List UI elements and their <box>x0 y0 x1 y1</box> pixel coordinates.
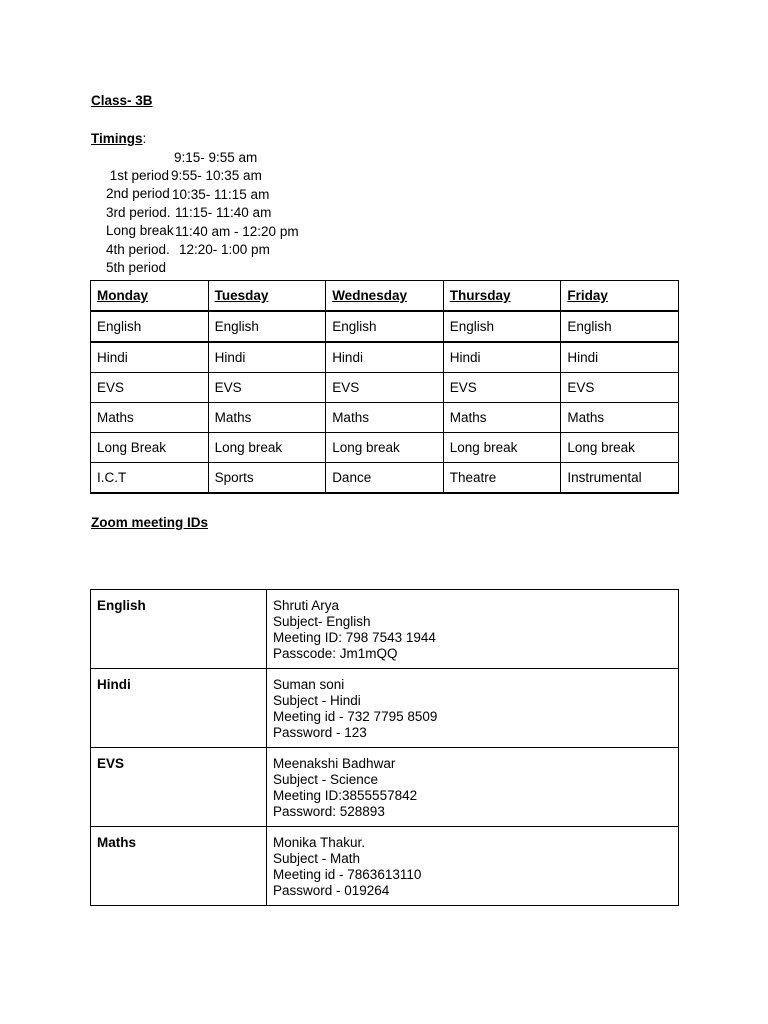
timing-time: 10:35- 11:15 am <box>172 187 270 202</box>
zoom-subject-cell: EVS <box>91 748 267 827</box>
timetable-cell: English <box>91 311 209 342</box>
timetable-cell: EVS <box>443 373 561 403</box>
zoom-info-cell <box>267 748 679 827</box>
timing-time: 9:15- 9:55 am <box>174 150 258 165</box>
zoom-meetings-table <box>90 589 679 906</box>
table-row <box>91 373 679 403</box>
timing-period: 3rd period. <box>106 205 171 220</box>
timetable-cell: Maths <box>91 403 209 433</box>
teacher-name: Meenakshi Badhwar <box>273 756 396 771</box>
timetable-header-cell: Friday <box>561 281 679 312</box>
timetable-cell: Maths <box>561 403 679 433</box>
passcode[interactable]: Passcode: Jm1mQQ <box>273 646 398 661</box>
meeting-id[interactable]: Meeting id - 7863613110 <box>273 867 422 882</box>
table-row <box>91 590 679 669</box>
class-title: Class- 3B <box>91 93 153 108</box>
timetable-header-cell: Monday <box>91 281 209 312</box>
timetable-cell: Long break <box>326 433 444 463</box>
teacher-name: Shruti Arya <box>273 598 340 613</box>
table-row <box>91 748 679 827</box>
zoom-subject-cell: English <box>91 590 267 669</box>
timetable-header-cell: Thursday <box>443 281 561 312</box>
timetable-cell: I.C.T <box>91 463 209 494</box>
timetable-cell: Long break <box>561 433 679 463</box>
timings-heading-label: Timings <box>91 131 143 146</box>
timetable-cell: Dance <box>326 463 444 494</box>
timetable-cell: Maths <box>208 403 326 433</box>
timetable-cell: Instrumental <box>561 463 679 494</box>
timing-time: 12:20- 1:00 pm <box>179 242 270 257</box>
meeting-id[interactable]: Meeting id - 732 7795 8509 <box>273 709 438 724</box>
timing-period: Long break <box>106 223 174 238</box>
passcode[interactable]: Password: 528893 <box>273 804 385 819</box>
timetable-cell: Long break <box>208 433 326 463</box>
timetable-cell: Sports <box>208 463 326 494</box>
zoom-heading: Zoom meeting IDs <box>91 515 209 530</box>
passcode[interactable]: Password - 019264 <box>273 883 390 898</box>
table-row <box>91 827 679 906</box>
timing-time: 11:15- 11:40 am <box>175 205 272 220</box>
timing-period: 5th period <box>106 260 167 275</box>
subject-line: Subject - Hindi <box>273 693 361 708</box>
table-row <box>91 342 679 373</box>
meeting-id[interactable]: Meeting ID: 798 7543 1944 <box>273 630 436 645</box>
timetable-cell: EVS <box>326 373 444 403</box>
timetable-cell: Theatre <box>443 463 561 494</box>
timing-period: 1st period <box>106 168 170 183</box>
table-row <box>91 463 679 494</box>
timetable-cell: EVS <box>91 373 209 403</box>
table-row <box>91 403 679 433</box>
subject-line: Subject - Science <box>273 772 379 787</box>
zoom-info-cell <box>267 827 679 906</box>
timetable-cell: English <box>443 311 561 342</box>
timetable-cell: EVS <box>208 373 326 403</box>
timings-heading-colon: : <box>142 131 147 146</box>
timing-row <box>91 241 270 275</box>
passcode[interactable]: Password - 123 <box>273 725 367 740</box>
table-row <box>91 669 679 748</box>
timing-period: 2nd period <box>106 186 170 201</box>
subject-line: Subject - Math <box>273 851 361 866</box>
timetable-cell: Maths <box>326 403 444 433</box>
zoom-info-cell <box>267 669 679 748</box>
timetable-cell: English <box>208 311 326 342</box>
timetable-cell: Maths <box>443 403 561 433</box>
timing-period: 4th period. <box>106 242 170 257</box>
zoom-subject-cell: Hindi <box>91 669 267 748</box>
timings-heading <box>91 131 146 146</box>
timetable-header-cell: Tuesday <box>208 281 326 312</box>
timetable-cell: Hindi <box>561 342 679 373</box>
timetable-cell: EVS <box>561 373 679 403</box>
zoom-info-cell <box>267 590 679 669</box>
timetable-header-cell: Wednesday <box>326 281 444 312</box>
timetable <box>90 280 679 494</box>
timetable-cell: English <box>561 311 679 342</box>
timetable-cell: English <box>326 311 444 342</box>
timetable-header-row <box>91 281 679 312</box>
teacher-name: Suman soni <box>273 677 345 692</box>
timetable-cell: Hindi <box>443 342 561 373</box>
teacher-name: Monika Thakur. <box>273 835 366 850</box>
timetable-cell: Hindi <box>326 342 444 373</box>
timing-time: 9:55- 10:35 am <box>171 168 262 183</box>
zoom-subject-cell: Maths <box>91 827 267 906</box>
timetable-cell: Long break <box>443 433 561 463</box>
subject-line: Subject- English <box>273 614 371 629</box>
timetable-cell: Hindi <box>91 342 209 373</box>
table-row <box>91 311 679 342</box>
timetable-cell: Hindi <box>208 342 326 373</box>
timing-time: 11:40 am - 12:20 pm <box>175 224 299 239</box>
table-row <box>91 433 679 463</box>
meeting-id[interactable]: Meeting ID:3855557842 <box>273 788 418 803</box>
timetable-cell: Long Break <box>91 433 209 463</box>
